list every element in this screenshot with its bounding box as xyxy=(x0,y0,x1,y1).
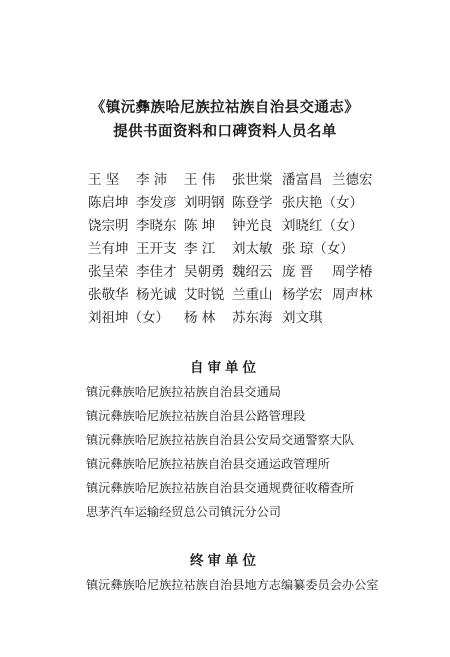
contributor-name: 刘文琪 xyxy=(282,310,323,326)
contributor-name: 王 坚 xyxy=(88,172,120,188)
contributor-name: 周声林 xyxy=(332,287,373,303)
contributor-name: 张敬华 xyxy=(88,287,129,303)
contributor-name: 张 琼（女） xyxy=(282,241,354,257)
contributor-name: 潘富昌 xyxy=(282,172,323,188)
contributor-name: 周学椿 xyxy=(332,264,373,280)
contributor-name: 刘太敏 xyxy=(232,241,273,257)
contributor-name: 杨学宏 xyxy=(282,287,323,303)
review-unit: 镇沅彝族哈尼族拉祜族自治县公安局交通警察大队 xyxy=(86,433,355,447)
contributor-name: 艾时锐 xyxy=(184,287,225,303)
contributor-name: 陈登学 xyxy=(232,195,273,211)
contributor-name: 庞 晋 xyxy=(282,264,314,280)
contributor-name: 陈启坤 xyxy=(88,195,129,211)
contributor-name: 陈 坤 xyxy=(184,218,216,234)
contributor-name: 李晓东 xyxy=(136,218,177,234)
contributor-name: 兰重山 xyxy=(232,287,273,303)
review-unit: 镇沅彝族哈尼族拉祜族自治县交通局 xyxy=(86,385,281,399)
contributor-name: 王开支 xyxy=(136,241,177,257)
contributor-name: 刘晓红（女） xyxy=(282,218,363,234)
contributor-name: 李 沛 xyxy=(136,172,168,188)
review-unit: 思茅汽车运输经贸总公司镇沅分公司 xyxy=(86,505,281,519)
document-title: 《镇沅彝族哈尼族拉祜族自治县交通志》 xyxy=(90,100,360,116)
self-review-heading: 自审单位 xyxy=(190,360,260,376)
final-review-unit: 镇沅彝族哈尼族拉祜族自治县地方志编纂委员会办公室 xyxy=(86,578,379,592)
contributor-name: 李发彦 xyxy=(136,195,177,211)
contributor-name: 吴朝勇 xyxy=(184,264,225,280)
contributor-name: 李佳才 xyxy=(136,264,177,280)
contributor-name: 李 江 xyxy=(184,241,216,257)
contributor-name: 苏东海 xyxy=(232,310,273,326)
contributor-name: 刘明钢 xyxy=(184,195,225,211)
contributor-name: 张世棠 xyxy=(232,172,273,188)
contributor-name: 兰有坤 xyxy=(88,241,129,257)
contributor-name: 钟光良 xyxy=(232,218,273,234)
contributor-name: 张呈荣 xyxy=(88,264,129,280)
contributor-name: 兰德宏 xyxy=(332,172,373,188)
review-unit: 镇沅彝族哈尼族拉祜族自治县公路管理段 xyxy=(86,409,306,423)
contributor-name: 杨 林 xyxy=(184,310,216,326)
contributor-name: 杨光诚 xyxy=(136,287,177,303)
document-subtitle: 提供书面资料和口碑资料人员名单 xyxy=(113,124,337,140)
contributor-name: 刘祖坤（女） xyxy=(88,310,169,326)
contributor-name: 张庆艳（女） xyxy=(282,195,363,211)
contributor-name: 饶宗明 xyxy=(88,218,129,234)
contributor-name: 王 伟 xyxy=(184,172,216,188)
review-unit: 镇沅彝族哈尼族拉祜族自治县交通规费征收稽查所 xyxy=(86,481,355,495)
final-review-heading: 终审单位 xyxy=(190,553,260,569)
contributor-name: 魏绍云 xyxy=(232,264,273,280)
review-unit: 镇沅彝族哈尼族拉祜族自治县交通运政管理所 xyxy=(86,457,330,471)
